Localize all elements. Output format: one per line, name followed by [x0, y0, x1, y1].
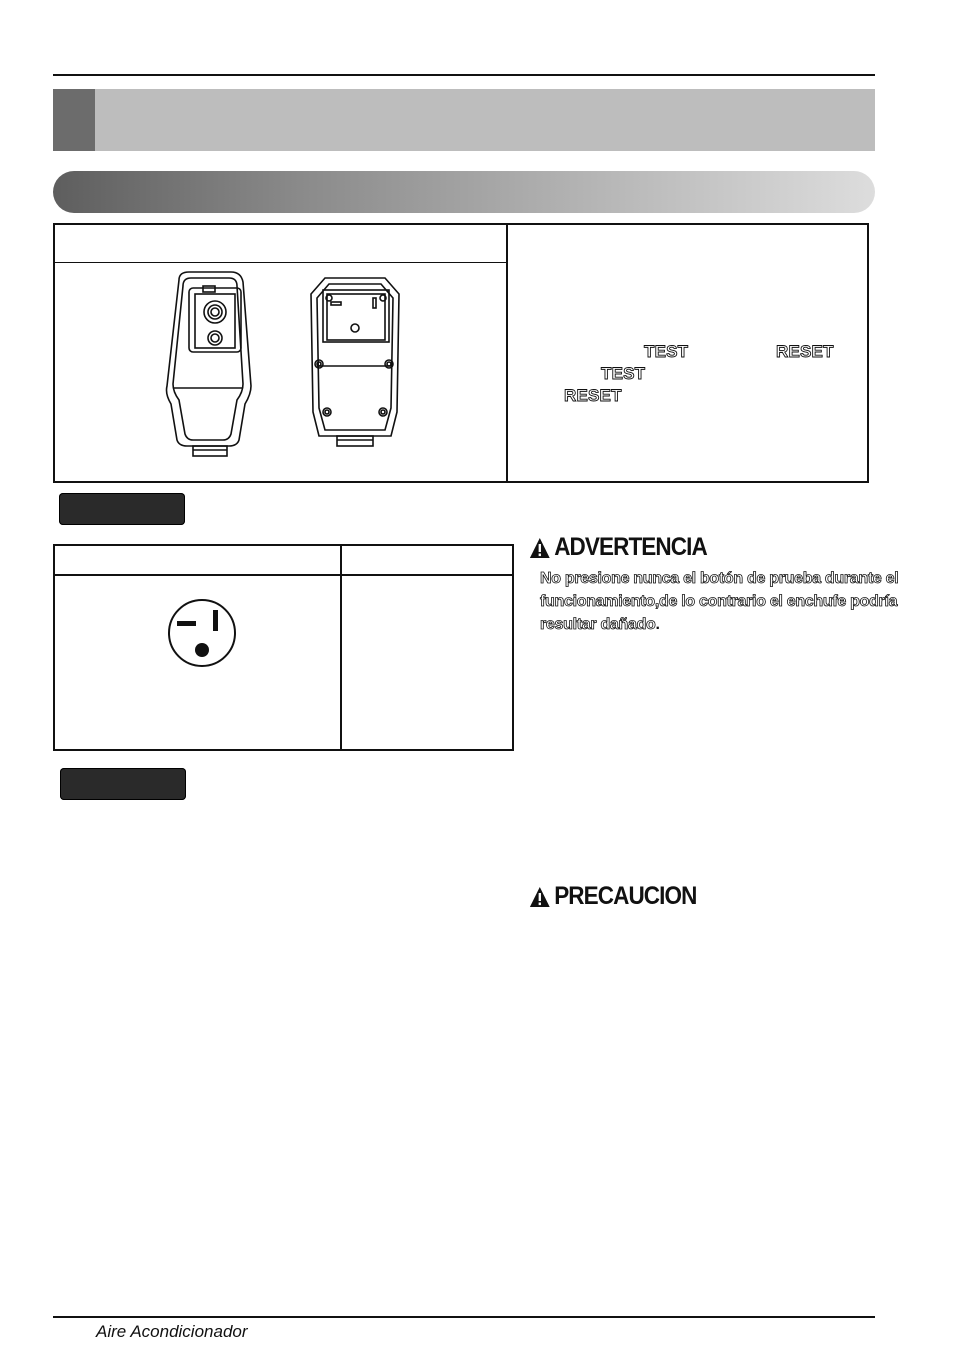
warning-body-text: No presione nunca el botón de prueba durante el funcionamiento,de lo contrario el enchufe podría resultar dañado: [540, 570, 899, 633]
subsection-header-pill: [53, 171, 875, 213]
outlet-table: [53, 544, 514, 751]
outlet-table-header-line: [55, 574, 512, 576]
footer-title: Aire Acondicionador: [96, 1322, 248, 1341]
plug-back-icon: [305, 270, 405, 460]
plug-table-divider: [506, 225, 508, 481]
caution-triangle-icon: [529, 886, 551, 908]
warning-heading: [529, 533, 707, 562]
plug-table-header-line: [55, 262, 506, 263]
caution-heading-text: PRECAUCION: [554, 882, 697, 910]
warning-body: [540, 567, 910, 636]
outlet-table-divider: [340, 546, 342, 749]
plug-info-table: [53, 223, 869, 483]
outlet-receptacle-icon: [167, 598, 237, 668]
caution-heading: [529, 882, 696, 911]
plug-front-icon: [165, 270, 255, 460]
warning-triangle-icon: [529, 537, 551, 559]
reset-label-2: RESET: [564, 386, 622, 405]
test-label-2: TEST: [601, 364, 646, 383]
bottom-rule: [53, 1316, 875, 1318]
section-tag-1: [59, 493, 185, 525]
top-rule: [53, 74, 875, 76]
section-title-tab: [53, 89, 95, 151]
test-label-1: TEST: [644, 342, 689, 361]
section-tag-2: [60, 768, 186, 800]
reset-label-1: RESET: [776, 342, 834, 361]
warning-heading-text: ADVERTENCIA: [554, 533, 707, 561]
warning-body-period: .: [655, 616, 660, 633]
section-title-band: [53, 89, 875, 151]
